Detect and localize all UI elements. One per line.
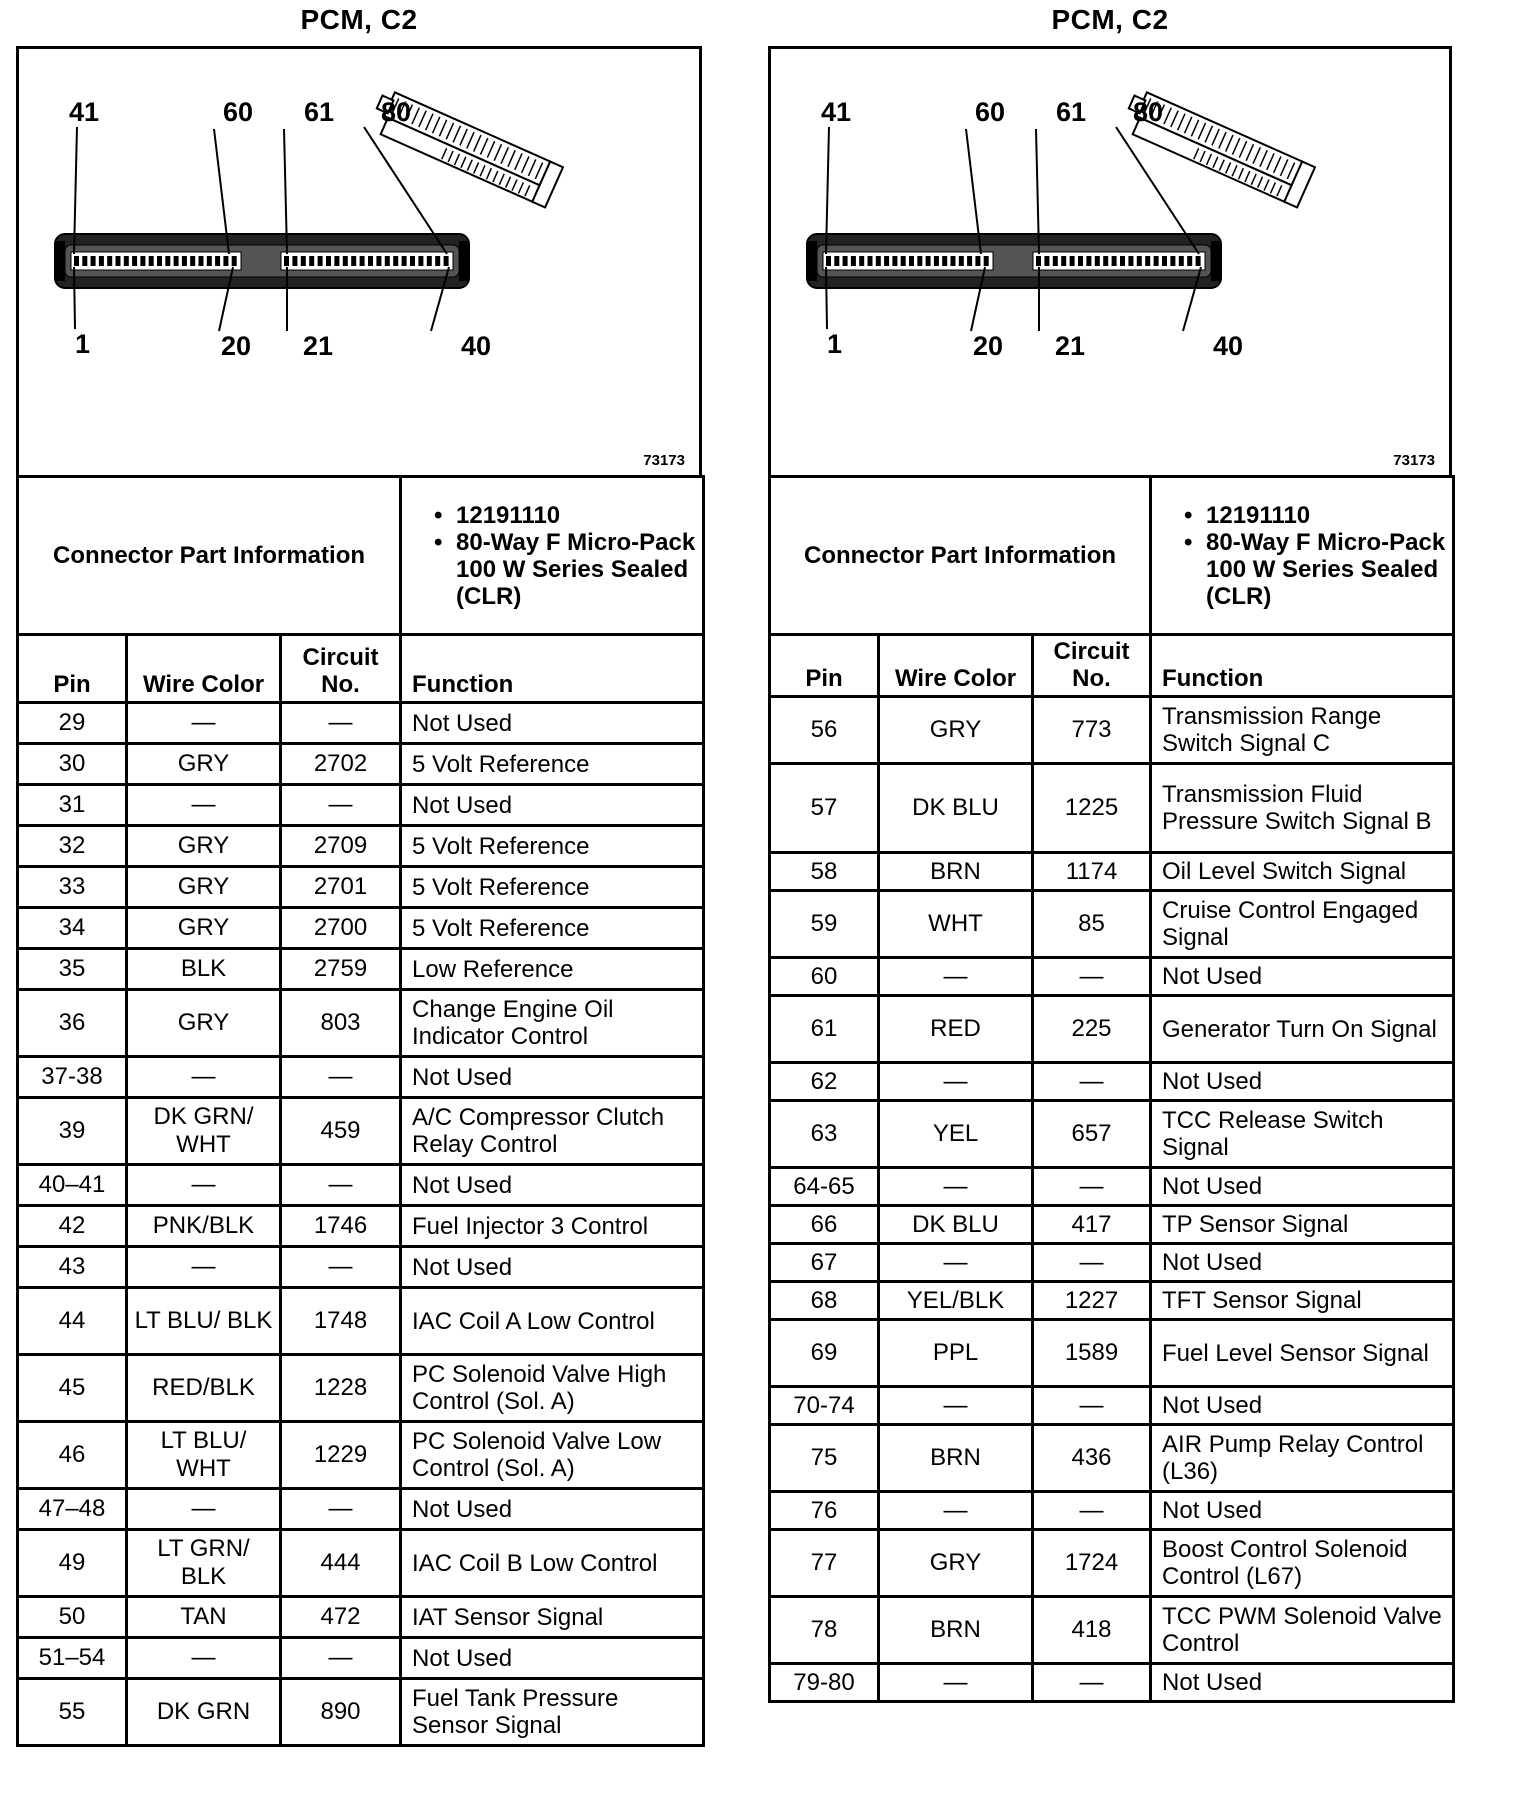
table-row: [18, 1489, 704, 1530]
function-cell: IAC Coil B Low Control: [401, 1530, 704, 1597]
circuit-no-cell: 472: [281, 1597, 401, 1638]
wire-color-cell: —: [127, 785, 281, 826]
wire-color-cell: RED/BLK: [127, 1355, 281, 1422]
wire-color-cell: —: [127, 1165, 281, 1206]
wire-color-cell: —: [879, 1063, 1033, 1101]
function-cell: Not Used: [1151, 1492, 1454, 1530]
pin-cell: 77: [770, 1530, 879, 1597]
table-row: [18, 1530, 704, 1597]
wire-color-cell: PPL: [879, 1320, 1033, 1387]
pin-cell: 63: [770, 1101, 879, 1168]
pin-cell: 55: [18, 1679, 127, 1746]
pin-cell: 36: [18, 990, 127, 1057]
circuit-no-cell: —: [281, 1489, 401, 1530]
table-row: [770, 1320, 1454, 1387]
pin-cell: 40–41: [18, 1165, 127, 1206]
pin-cell: 60: [770, 958, 879, 996]
circuit-no-cell: 2701: [281, 867, 401, 908]
wire-color-cell: —: [127, 1247, 281, 1288]
table-row: [770, 1492, 1454, 1530]
table-row: [18, 1638, 704, 1679]
pin-cell: 69: [770, 1320, 879, 1387]
wire-color-cell: GRY: [879, 1530, 1033, 1597]
header-circuit-no: Circuit No.: [1033, 635, 1151, 697]
pin-cell: 78: [770, 1597, 879, 1664]
pin-label-60: 60: [223, 97, 254, 127]
pin-cell: 56: [770, 697, 879, 764]
wire-color-cell: GRY: [127, 826, 281, 867]
function-cell: Cruise Control Engaged Signal: [1151, 891, 1454, 958]
pin-cell: 70-74: [770, 1387, 879, 1425]
table-row: [770, 1244, 1454, 1282]
circuit-no-cell: —: [1033, 1664, 1151, 1702]
pin-cell: 57: [770, 764, 879, 853]
wire-color-cell: —: [127, 1057, 281, 1098]
table-row: [18, 1247, 704, 1288]
circuit-no-cell: 2700: [281, 908, 401, 949]
pin-label-20: 20: [973, 331, 1004, 361]
panel-title: PCM, C2: [300, 4, 418, 35]
circuit-no-cell: 1724: [1033, 1530, 1151, 1597]
table-row: [18, 826, 704, 867]
pin-cell: 31: [18, 785, 127, 826]
function-cell: Boost Control Solenoid Control (L67): [1151, 1530, 1454, 1597]
wire-color-cell: GRY: [127, 990, 281, 1057]
function-cell: Transmission Fluid Pressure Switch Signal B: [1151, 764, 1454, 853]
function-cell: TFT Sensor Signal: [1151, 1282, 1454, 1320]
pin-cell: 30: [18, 744, 127, 785]
function-cell: 5 Volt Reference: [401, 867, 704, 908]
circuit-no-cell: —: [281, 703, 401, 744]
function-cell: Not Used: [401, 1165, 704, 1206]
pin-label-41: 41: [69, 97, 100, 127]
function-cell: Fuel Injector 3 Control: [401, 1206, 704, 1247]
pin-cell: 61: [770, 996, 879, 1063]
circuit-no-cell: —: [1033, 1244, 1151, 1282]
pin-cell: 75: [770, 1425, 879, 1492]
circuit-no-cell: 1225: [1033, 764, 1151, 853]
circuit-no-cell: 436: [1033, 1425, 1151, 1492]
wire-color-cell: —: [127, 703, 281, 744]
circuit-no-cell: 418: [1033, 1597, 1151, 1664]
wire-color-cell: —: [879, 1664, 1033, 1702]
circuit-no-cell: 85: [1033, 891, 1151, 958]
pin-cell: 59: [770, 891, 879, 958]
table-row: [770, 891, 1454, 958]
table-row: [770, 1597, 1454, 1664]
wire-color-cell: YEL: [879, 1101, 1033, 1168]
wire-color-cell: LT GRN/ BLK: [127, 1530, 281, 1597]
table-row: [18, 1288, 704, 1355]
figure-id: 73173: [1393, 452, 1435, 469]
circuit-no-cell: 1228: [281, 1355, 401, 1422]
pin-label-21: 21: [1055, 331, 1086, 361]
wire-color-cell: GRY: [879, 697, 1033, 764]
table-row: [770, 958, 1454, 996]
circuit-no-cell: 1748: [281, 1288, 401, 1355]
header-function: Function: [401, 635, 704, 703]
connector-illustration: [771, 49, 1449, 475]
function-cell: Change Engine Oil Indicator Control: [401, 990, 704, 1057]
function-cell: 5 Volt Reference: [401, 826, 704, 867]
pin-label-21: 21: [303, 331, 334, 361]
connector-diagram: [16, 46, 702, 478]
circuit-no-cell: 1174: [1033, 853, 1151, 891]
table-row: [770, 1063, 1454, 1101]
function-cell: Not Used: [401, 1638, 704, 1679]
function-cell: AIR Pump Relay Control (L36): [1151, 1425, 1454, 1492]
table-row: [18, 1597, 704, 1638]
wire-color-cell: —: [879, 1168, 1033, 1206]
circuit-no-cell: 1746: [281, 1206, 401, 1247]
wire-color-cell: BLK: [127, 949, 281, 990]
pin-cell: 29: [18, 703, 127, 744]
pin-cell: 33: [18, 867, 127, 908]
pin-cell: 43: [18, 1247, 127, 1288]
table-row: [770, 764, 1454, 853]
pin-cell: 64-65: [770, 1168, 879, 1206]
wire-color-cell: BRN: [879, 1425, 1033, 1492]
function-cell: 5 Volt Reference: [401, 908, 704, 949]
panel-title: PCM, C2: [1051, 4, 1169, 35]
wire-color-cell: BRN: [879, 853, 1033, 891]
pin-cell: 68: [770, 1282, 879, 1320]
table-row: [18, 785, 704, 826]
pin-label-40: 40: [461, 331, 492, 361]
wire-color-cell: GRY: [127, 867, 281, 908]
function-cell: IAT Sensor Signal: [401, 1597, 704, 1638]
table-row: [770, 697, 1454, 764]
table-row: [18, 1165, 704, 1206]
circuit-no-cell: 1227: [1033, 1282, 1151, 1320]
table-row: [770, 853, 1454, 891]
circuit-no-cell: —: [281, 1638, 401, 1679]
table-row: [18, 908, 704, 949]
wire-color-cell: —: [127, 1489, 281, 1530]
wire-color-cell: WHT: [879, 891, 1033, 958]
table-row: [18, 1355, 704, 1422]
connector-info-list: [401, 477, 704, 635]
header-pin: Pin: [18, 635, 127, 703]
header-function: Function: [1151, 635, 1454, 697]
pin-cell: 45: [18, 1355, 127, 1422]
table-row: [770, 1387, 1454, 1425]
pin-cell: 32: [18, 826, 127, 867]
connector-diagram: [768, 46, 1452, 478]
function-cell: PC Solenoid Valve Low Control (Sol. A): [401, 1422, 704, 1489]
pin-cell: 35: [18, 949, 127, 990]
pin-table: [16, 475, 705, 1747]
pin-label-80: 80: [1133, 97, 1164, 127]
table-row: [770, 1425, 1454, 1492]
connector-part-number: • 12191110: [1206, 502, 1446, 529]
wire-color-cell: DK BLU: [879, 764, 1033, 853]
pin-cell: 67: [770, 1244, 879, 1282]
function-cell: Fuel Level Sensor Signal: [1151, 1320, 1454, 1387]
wire-color-cell: LT BLU/ BLK: [127, 1288, 281, 1355]
wire-color-cell: PNK/BLK: [127, 1206, 281, 1247]
pin-cell: 66: [770, 1206, 879, 1244]
table-row: [18, 867, 704, 908]
pin-cell: 76: [770, 1492, 879, 1530]
wire-color-cell: DK GRN: [127, 1679, 281, 1746]
connector-description: • 80-Way F Micro-Pack 100 W Series Sealed (CLR): [456, 529, 696, 610]
function-cell: PC Solenoid Valve High Control (Sol. A): [401, 1355, 704, 1422]
circuit-no-cell: 444: [281, 1530, 401, 1597]
function-cell: Not Used: [401, 1057, 704, 1098]
connector-info-list: [1151, 477, 1454, 635]
circuit-no-cell: 2709: [281, 826, 401, 867]
function-cell: TP Sensor Signal: [1151, 1206, 1454, 1244]
header-pin: Pin: [770, 635, 879, 697]
function-cell: Generator Turn On Signal: [1151, 996, 1454, 1063]
pin-label-60: 60: [975, 97, 1006, 127]
connector-part-number: • 12191110: [456, 502, 696, 529]
circuit-no-cell: 657: [1033, 1101, 1151, 1168]
wire-color-cell: BRN: [879, 1597, 1033, 1664]
wire-color-cell: GRY: [127, 744, 281, 785]
table-row: [770, 1206, 1454, 1244]
function-cell: 5 Volt Reference: [401, 744, 704, 785]
circuit-no-cell: —: [1033, 1387, 1151, 1425]
circuit-no-cell: 2702: [281, 744, 401, 785]
wire-color-cell: —: [879, 1492, 1033, 1530]
pin-cell: 62: [770, 1063, 879, 1101]
header-circuit-no: Circuit No.: [281, 635, 401, 703]
pin-label-41: 41: [821, 97, 852, 127]
circuit-no-cell: 2759: [281, 949, 401, 990]
pin-cell: 44: [18, 1288, 127, 1355]
circuit-no-cell: 1229: [281, 1422, 401, 1489]
function-cell: Not Used: [401, 1489, 704, 1530]
table-row: [770, 1101, 1454, 1168]
pin-label-61: 61: [304, 97, 335, 127]
pin-label-20: 20: [221, 331, 252, 361]
pin-cell: 37-38: [18, 1057, 127, 1098]
pin-cell: 79-80: [770, 1664, 879, 1702]
function-cell: Not Used: [1151, 1063, 1454, 1101]
pin-cell: 34: [18, 908, 127, 949]
pin-label-61: 61: [1056, 97, 1087, 127]
table-row: [770, 1530, 1454, 1597]
table-row: [18, 703, 704, 744]
function-cell: Not Used: [401, 785, 704, 826]
header-wire-color: Wire Color: [879, 635, 1033, 697]
function-cell: Fuel Tank Pressure Sensor Signal: [401, 1679, 704, 1746]
table-row: [770, 1282, 1454, 1320]
table-row: [770, 1664, 1454, 1702]
table-row: [18, 949, 704, 990]
wire-color-cell: TAN: [127, 1597, 281, 1638]
pin-cell: 50: [18, 1597, 127, 1638]
circuit-no-cell: —: [1033, 1492, 1151, 1530]
function-cell: Oil Level Switch Signal: [1151, 853, 1454, 891]
function-cell: Not Used: [1151, 1387, 1454, 1425]
wire-color-cell: DK BLU: [879, 1206, 1033, 1244]
pin-cell: 42: [18, 1206, 127, 1247]
circuit-no-cell: 1589: [1033, 1320, 1151, 1387]
function-cell: Low Reference: [401, 949, 704, 990]
table-row: [18, 990, 704, 1057]
pin-table: [768, 475, 1455, 1703]
function-cell: TCC Release Switch Signal: [1151, 1101, 1454, 1168]
wire-color-cell: LT BLU/ WHT: [127, 1422, 281, 1489]
circuit-no-cell: —: [281, 785, 401, 826]
table-row: [770, 1168, 1454, 1206]
pin-cell: 46: [18, 1422, 127, 1489]
pin-cell: 51–54: [18, 1638, 127, 1679]
function-cell: Not Used: [401, 703, 704, 744]
table-row: [18, 1422, 704, 1489]
circuit-no-cell: —: [1033, 958, 1151, 996]
circuit-no-cell: —: [281, 1247, 401, 1288]
function-cell: Not Used: [1151, 958, 1454, 996]
function-cell: Not Used: [1151, 1664, 1454, 1702]
header-wire-color: Wire Color: [127, 635, 281, 703]
circuit-no-cell: 773: [1033, 697, 1151, 764]
circuit-no-cell: 803: [281, 990, 401, 1057]
pin-cell: 39: [18, 1098, 127, 1165]
table-row: [18, 1057, 704, 1098]
function-cell: Not Used: [1151, 1244, 1454, 1282]
wire-color-cell: YEL/BLK: [879, 1282, 1033, 1320]
wire-color-cell: —: [879, 958, 1033, 996]
connector-info-label: Connector Part Information: [770, 477, 1151, 635]
pin-label-80: 80: [381, 97, 412, 127]
connector-description: • 80-Way F Micro-Pack 100 W Series Sealed (CLR): [1206, 529, 1446, 610]
wire-color-cell: RED: [879, 996, 1033, 1063]
circuit-no-cell: 459: [281, 1098, 401, 1165]
wire-color-cell: GRY: [127, 908, 281, 949]
function-cell: TCC PWM Solenoid Valve Control: [1151, 1597, 1454, 1664]
table-row: [770, 996, 1454, 1063]
pin-cell: 47–48: [18, 1489, 127, 1530]
function-cell: Transmission Range Switch Signal C: [1151, 697, 1454, 764]
circuit-no-cell: —: [1033, 1168, 1151, 1206]
pin-label-1: 1: [75, 329, 91, 359]
function-cell: Not Used: [1151, 1168, 1454, 1206]
figure-id: 73173: [643, 452, 685, 469]
table-row: [18, 744, 704, 785]
table-row: [18, 1206, 704, 1247]
connector-info-label: Connector Part Information: [18, 477, 401, 635]
circuit-no-cell: 225: [1033, 996, 1151, 1063]
wire-color-cell: —: [127, 1638, 281, 1679]
circuit-no-cell: 890: [281, 1679, 401, 1746]
table-row: [18, 1098, 704, 1165]
function-cell: Not Used: [401, 1247, 704, 1288]
function-cell: IAC Coil A Low Control: [401, 1288, 704, 1355]
circuit-no-cell: —: [1033, 1063, 1151, 1101]
circuit-no-cell: 417: [1033, 1206, 1151, 1244]
circuit-no-cell: —: [281, 1057, 401, 1098]
circuit-no-cell: —: [281, 1165, 401, 1206]
pin-label-40: 40: [1213, 331, 1244, 361]
wire-color-cell: —: [879, 1387, 1033, 1425]
wire-color-cell: DK GRN/ WHT: [127, 1098, 281, 1165]
pin-cell: 49: [18, 1530, 127, 1597]
function-cell: A/C Compressor Clutch Relay Control: [401, 1098, 704, 1165]
wire-color-cell: —: [879, 1244, 1033, 1282]
pin-label-1: 1: [827, 329, 843, 359]
pin-cell: 58: [770, 853, 879, 891]
connector-illustration: [19, 49, 699, 475]
table-row: [18, 1679, 704, 1746]
